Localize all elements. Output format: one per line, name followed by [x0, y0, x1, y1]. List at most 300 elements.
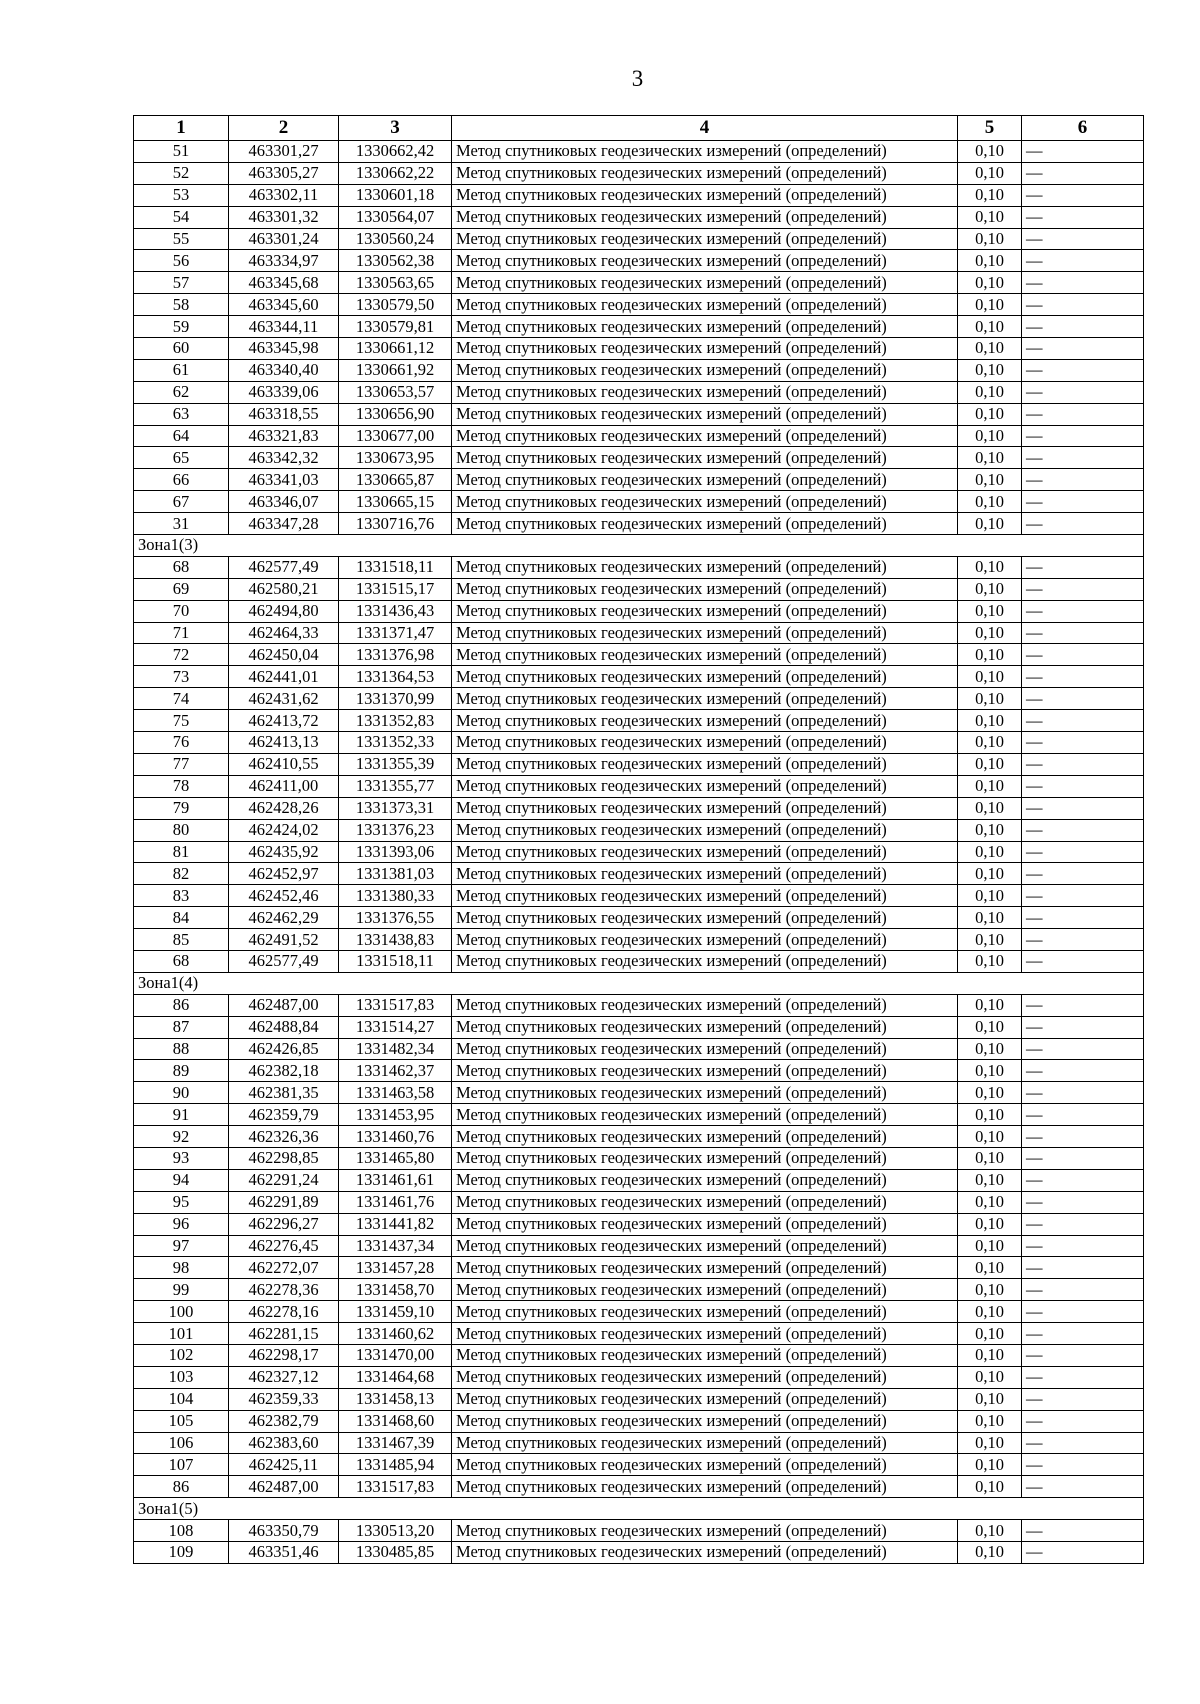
point-number-cell: 52 [134, 162, 229, 184]
table-row [134, 338, 1144, 360]
y-coordinate-cell: 1331470,00 [339, 1344, 452, 1366]
table-row [134, 1104, 1144, 1126]
y-coordinate-cell: 1330562,38 [339, 250, 452, 272]
y-coordinate-cell: 1331461,76 [339, 1191, 452, 1213]
method-cell: Метод спутниковых геодезических измерений (определений) [452, 184, 958, 206]
accuracy-cell: 0,10 [958, 775, 1022, 797]
y-coordinate-cell: 1331376,98 [339, 644, 452, 666]
note-cell: — [1022, 294, 1144, 316]
point-number-cell: 80 [134, 819, 229, 841]
y-coordinate-cell: 1331517,83 [339, 994, 452, 1016]
point-number-cell: 93 [134, 1147, 229, 1169]
y-coordinate-cell: 1331355,39 [339, 753, 452, 775]
y-coordinate-cell: 1331373,31 [339, 797, 452, 819]
accuracy-cell: 0,10 [958, 1476, 1022, 1498]
y-coordinate-cell: 1331465,80 [339, 1147, 452, 1169]
note-cell: — [1022, 359, 1144, 381]
method-cell: Метод спутниковых геодезических измерений (определений) [452, 688, 958, 710]
note-cell: — [1022, 1147, 1144, 1169]
y-coordinate-cell: 1331437,34 [339, 1235, 452, 1257]
x-coordinate-cell: 463305,27 [229, 162, 339, 184]
accuracy-cell: 0,10 [958, 316, 1022, 338]
method-cell: Метод спутниковых геодезических измерений (определений) [452, 425, 958, 447]
x-coordinate-cell: 463345,60 [229, 294, 339, 316]
y-coordinate-cell: 1331517,83 [339, 1476, 452, 1498]
x-coordinate-cell: 462278,16 [229, 1301, 339, 1323]
note-cell: — [1022, 1542, 1144, 1564]
point-number-cell: 61 [134, 359, 229, 381]
x-coordinate-cell: 463344,11 [229, 316, 339, 338]
accuracy-cell: 0,10 [958, 732, 1022, 754]
y-coordinate-cell: 1331468,60 [339, 1410, 452, 1432]
note-cell: — [1022, 491, 1144, 513]
point-number-cell: 97 [134, 1235, 229, 1257]
note-cell: — [1022, 732, 1144, 754]
accuracy-cell: 0,10 [958, 1016, 1022, 1038]
table-row [134, 162, 1144, 184]
note-cell: — [1022, 381, 1144, 403]
x-coordinate-cell: 462411,00 [229, 775, 339, 797]
point-number-cell: 100 [134, 1301, 229, 1323]
method-cell: Метод спутниковых геодезических измерений (определений) [452, 359, 958, 381]
y-coordinate-cell: 1331458,13 [339, 1388, 452, 1410]
note-cell: — [1022, 556, 1144, 578]
method-cell: Метод спутниковых геодезических измерений (определений) [452, 1169, 958, 1191]
method-cell: Метод спутниковых геодезических измерений (определений) [452, 1432, 958, 1454]
method-cell: Метод спутниковых геодезических измерений (определений) [452, 250, 958, 272]
table-row [134, 1126, 1144, 1148]
point-number-cell: 64 [134, 425, 229, 447]
x-coordinate-cell: 462426,85 [229, 1038, 339, 1060]
note-cell: — [1022, 425, 1144, 447]
point-number-cell: 96 [134, 1213, 229, 1235]
point-number-cell: 82 [134, 863, 229, 885]
x-coordinate-cell: 462488,84 [229, 1016, 339, 1038]
x-coordinate-cell: 462487,00 [229, 994, 339, 1016]
accuracy-cell: 0,10 [958, 556, 1022, 578]
y-coordinate-cell: 1331380,33 [339, 885, 452, 907]
table-row [134, 469, 1144, 491]
method-cell: Метод спутниковых геодезических измерений (определений) [452, 578, 958, 600]
point-number-cell: 31 [134, 513, 229, 535]
table-row [134, 688, 1144, 710]
table-row [134, 841, 1144, 863]
point-number-cell: 86 [134, 994, 229, 1016]
point-number-cell: 87 [134, 1016, 229, 1038]
accuracy-cell: 0,10 [958, 994, 1022, 1016]
table-row [134, 819, 1144, 841]
y-coordinate-cell: 1330662,22 [339, 162, 452, 184]
table-row [134, 206, 1144, 228]
accuracy-cell: 0,10 [958, 929, 1022, 951]
table-row [134, 1410, 1144, 1432]
point-number-cell: 84 [134, 907, 229, 929]
note-cell: — [1022, 929, 1144, 951]
note-cell: — [1022, 1279, 1144, 1301]
x-coordinate-cell: 463346,07 [229, 491, 339, 513]
x-coordinate-cell: 462296,27 [229, 1213, 339, 1235]
method-cell: Метод спутниковых геодезических измерений (определений) [452, 666, 958, 688]
note-cell: — [1022, 1169, 1144, 1191]
y-coordinate-cell: 1330665,87 [339, 469, 452, 491]
method-cell: Метод спутниковых геодезических измерений (определений) [452, 929, 958, 951]
x-coordinate-cell: 463318,55 [229, 403, 339, 425]
table-row [134, 578, 1144, 600]
y-coordinate-cell: 1330579,50 [339, 294, 452, 316]
point-number-cell: 101 [134, 1323, 229, 1345]
accuracy-cell: 0,10 [958, 1366, 1022, 1388]
x-coordinate-cell: 462413,72 [229, 710, 339, 732]
zone-row [134, 1498, 1144, 1520]
accuracy-cell: 0,10 [958, 797, 1022, 819]
table-row [134, 1520, 1144, 1542]
table-row [134, 753, 1144, 775]
note-cell: — [1022, 272, 1144, 294]
point-number-cell: 63 [134, 403, 229, 425]
x-coordinate-cell: 463334,97 [229, 250, 339, 272]
x-coordinate-cell: 462291,24 [229, 1169, 339, 1191]
note-cell: — [1022, 578, 1144, 600]
accuracy-cell: 0,10 [958, 184, 1022, 206]
x-coordinate-cell: 463301,27 [229, 141, 339, 163]
x-coordinate-cell: 462359,79 [229, 1104, 339, 1126]
x-coordinate-cell: 462431,62 [229, 688, 339, 710]
note-cell: — [1022, 775, 1144, 797]
x-coordinate-cell: 462359,33 [229, 1388, 339, 1410]
accuracy-cell: 0,10 [958, 1147, 1022, 1169]
header-col-6: 6 [1022, 116, 1144, 141]
point-number-cell: 86 [134, 1476, 229, 1498]
table-row [134, 381, 1144, 403]
table-row [134, 732, 1144, 754]
method-cell: Метод спутниковых геодезических измерений (определений) [452, 950, 958, 972]
note-cell: — [1022, 950, 1144, 972]
note-cell: — [1022, 1454, 1144, 1476]
header-col-1: 1 [134, 116, 229, 141]
y-coordinate-cell: 1330563,65 [339, 272, 452, 294]
point-number-cell: 70 [134, 600, 229, 622]
table-row [134, 1235, 1144, 1257]
accuracy-cell: 0,10 [958, 688, 1022, 710]
x-coordinate-cell: 462462,29 [229, 907, 339, 929]
table-row [134, 250, 1144, 272]
accuracy-cell: 0,10 [958, 885, 1022, 907]
table-row [134, 1191, 1144, 1213]
point-number-cell: 68 [134, 950, 229, 972]
accuracy-cell: 0,10 [958, 513, 1022, 535]
accuracy-cell: 0,10 [958, 162, 1022, 184]
method-cell: Метод спутниковых геодезических измерений (определений) [452, 863, 958, 885]
accuracy-cell: 0,10 [958, 228, 1022, 250]
table-row [134, 710, 1144, 732]
y-coordinate-cell: 1331438,83 [339, 929, 452, 951]
method-cell: Метод спутниковых геодезических измерений (определений) [452, 447, 958, 469]
method-cell: Метод спутниковых геодезических измерений (определений) [452, 644, 958, 666]
y-coordinate-cell: 1331364,53 [339, 666, 452, 688]
zone-label: Зона1(3) [134, 535, 1144, 557]
point-number-cell: 109 [134, 1542, 229, 1564]
x-coordinate-cell: 462577,49 [229, 950, 339, 972]
accuracy-cell: 0,10 [958, 1279, 1022, 1301]
y-coordinate-cell: 1331482,34 [339, 1038, 452, 1060]
table-row [134, 294, 1144, 316]
note-cell: — [1022, 338, 1144, 360]
zone-row [134, 972, 1144, 994]
method-cell: Метод спутниковых геодезических измерений (определений) [452, 1388, 958, 1410]
accuracy-cell: 0,10 [958, 753, 1022, 775]
point-number-cell: 66 [134, 469, 229, 491]
x-coordinate-cell: 463339,06 [229, 381, 339, 403]
zone-label: Зона1(4) [134, 972, 1144, 994]
accuracy-cell: 0,10 [958, 578, 1022, 600]
x-coordinate-cell: 462383,60 [229, 1432, 339, 1454]
table-row [134, 1344, 1144, 1366]
accuracy-cell: 0,10 [958, 141, 1022, 163]
x-coordinate-cell: 462298,17 [229, 1344, 339, 1366]
y-coordinate-cell: 1330662,42 [339, 141, 452, 163]
header-col-4: 4 [452, 116, 958, 141]
x-coordinate-cell: 463302,11 [229, 184, 339, 206]
coordinates-table [133, 115, 1144, 1564]
note-cell: — [1022, 1235, 1144, 1257]
method-cell: Метод спутниковых геодезических измерений (определений) [452, 753, 958, 775]
y-coordinate-cell: 1330653,57 [339, 381, 452, 403]
table-header-row [134, 116, 1144, 141]
header-col-5: 5 [958, 116, 1022, 141]
x-coordinate-cell: 463301,24 [229, 228, 339, 250]
note-cell: — [1022, 316, 1144, 338]
x-coordinate-cell: 462464,33 [229, 622, 339, 644]
table-row [134, 1016, 1144, 1038]
accuracy-cell: 0,10 [958, 491, 1022, 513]
accuracy-cell: 0,10 [958, 359, 1022, 381]
point-number-cell: 105 [134, 1410, 229, 1432]
zone-row [134, 535, 1144, 557]
table-row [134, 775, 1144, 797]
note-cell: — [1022, 622, 1144, 644]
accuracy-cell: 0,10 [958, 819, 1022, 841]
y-coordinate-cell: 1330661,92 [339, 359, 452, 381]
note-cell: — [1022, 1476, 1144, 1498]
point-number-cell: 53 [134, 184, 229, 206]
table-row [134, 1257, 1144, 1279]
method-cell: Метод спутниковых геодезических измерений (определений) [452, 600, 958, 622]
method-cell: Метод спутниковых геодезических измерений (определений) [452, 228, 958, 250]
method-cell: Метод спутниковых геодезических измерений (определений) [452, 1213, 958, 1235]
point-number-cell: 54 [134, 206, 229, 228]
accuracy-cell: 0,10 [958, 1169, 1022, 1191]
accuracy-cell: 0,10 [958, 206, 1022, 228]
accuracy-cell: 0,10 [958, 841, 1022, 863]
point-number-cell: 72 [134, 644, 229, 666]
y-coordinate-cell: 1330579,81 [339, 316, 452, 338]
point-number-cell: 94 [134, 1169, 229, 1191]
x-coordinate-cell: 463347,28 [229, 513, 339, 535]
x-coordinate-cell: 462272,07 [229, 1257, 339, 1279]
method-cell: Метод спутниковых геодезических измерений (определений) [452, 1344, 958, 1366]
table-row [134, 1147, 1144, 1169]
x-coordinate-cell: 463345,98 [229, 338, 339, 360]
x-coordinate-cell: 462424,02 [229, 819, 339, 841]
table-row [134, 272, 1144, 294]
accuracy-cell: 0,10 [958, 381, 1022, 403]
point-number-cell: 51 [134, 141, 229, 163]
note-cell: — [1022, 403, 1144, 425]
y-coordinate-cell: 1330513,20 [339, 1520, 452, 1542]
accuracy-cell: 0,10 [958, 1432, 1022, 1454]
note-cell: — [1022, 1126, 1144, 1148]
table-row [134, 447, 1144, 469]
method-cell: Метод спутниковых геодезических измерений (определений) [452, 775, 958, 797]
x-coordinate-cell: 462278,36 [229, 1279, 339, 1301]
x-coordinate-cell: 462494,80 [229, 600, 339, 622]
accuracy-cell: 0,10 [958, 1301, 1022, 1323]
note-cell: — [1022, 141, 1144, 163]
point-number-cell: 106 [134, 1432, 229, 1454]
y-coordinate-cell: 1330656,90 [339, 403, 452, 425]
table-row [134, 1542, 1144, 1564]
zone-label: Зона1(5) [134, 1498, 1144, 1520]
point-number-cell: 55 [134, 228, 229, 250]
note-cell: — [1022, 1082, 1144, 1104]
accuracy-cell: 0,10 [958, 622, 1022, 644]
accuracy-cell: 0,10 [958, 907, 1022, 929]
method-cell: Метод спутниковых геодезических измерений (определений) [452, 294, 958, 316]
table-row [134, 797, 1144, 819]
method-cell: Метод спутниковых геодезических измерений (определений) [452, 732, 958, 754]
x-coordinate-cell: 462382,18 [229, 1060, 339, 1082]
accuracy-cell: 0,10 [958, 1520, 1022, 1542]
accuracy-cell: 0,10 [958, 1126, 1022, 1148]
note-cell: — [1022, 1366, 1144, 1388]
note-cell: — [1022, 447, 1144, 469]
note-cell: — [1022, 907, 1144, 929]
point-number-cell: 77 [134, 753, 229, 775]
x-coordinate-cell: 462491,52 [229, 929, 339, 951]
accuracy-cell: 0,10 [958, 1454, 1022, 1476]
method-cell: Метод спутниковых геодезических измерений (определений) [452, 819, 958, 841]
point-number-cell: 108 [134, 1520, 229, 1542]
method-cell: Метод спутниковых геодезических измерений (определений) [452, 513, 958, 535]
y-coordinate-cell: 1331463,58 [339, 1082, 452, 1104]
x-coordinate-cell: 462580,21 [229, 578, 339, 600]
table-row [134, 666, 1144, 688]
method-cell: Метод спутниковых геодезических измерений (определений) [452, 1038, 958, 1060]
note-cell: — [1022, 1323, 1144, 1345]
table-row [134, 863, 1144, 885]
table-row [134, 1432, 1144, 1454]
table-row [134, 1366, 1144, 1388]
y-coordinate-cell: 1331436,43 [339, 600, 452, 622]
x-coordinate-cell: 463340,40 [229, 359, 339, 381]
y-coordinate-cell: 1331370,99 [339, 688, 452, 710]
method-cell: Метод спутниковых геодезических измерений (определений) [452, 1542, 958, 1564]
y-coordinate-cell: 1330665,15 [339, 491, 452, 513]
point-number-cell: 57 [134, 272, 229, 294]
table-row [134, 228, 1144, 250]
table-row [134, 184, 1144, 206]
note-cell: — [1022, 228, 1144, 250]
accuracy-cell: 0,10 [958, 710, 1022, 732]
y-coordinate-cell: 1330677,00 [339, 425, 452, 447]
accuracy-cell: 0,10 [958, 1060, 1022, 1082]
method-cell: Метод спутниковых геодезических измерений (определений) [452, 491, 958, 513]
point-number-cell: 74 [134, 688, 229, 710]
note-cell: — [1022, 688, 1144, 710]
note-cell: — [1022, 513, 1144, 535]
point-number-cell: 60 [134, 338, 229, 360]
x-coordinate-cell: 462413,13 [229, 732, 339, 754]
method-cell: Метод спутниковых геодезических измерений (определений) [452, 1126, 958, 1148]
y-coordinate-cell: 1331376,55 [339, 907, 452, 929]
note-cell: — [1022, 710, 1144, 732]
method-cell: Метод спутниковых геодезических измерений (определений) [452, 1104, 958, 1126]
point-number-cell: 59 [134, 316, 229, 338]
note-cell: — [1022, 184, 1144, 206]
table-row [134, 950, 1144, 972]
y-coordinate-cell: 1331381,03 [339, 863, 452, 885]
accuracy-cell: 0,10 [958, 1235, 1022, 1257]
note-cell: — [1022, 1520, 1144, 1542]
y-coordinate-cell: 1331376,23 [339, 819, 452, 841]
point-number-cell: 68 [134, 556, 229, 578]
accuracy-cell: 0,10 [958, 425, 1022, 447]
note-cell: — [1022, 797, 1144, 819]
y-coordinate-cell: 1331518,11 [339, 950, 452, 972]
table-row [134, 1454, 1144, 1476]
accuracy-cell: 0,10 [958, 403, 1022, 425]
note-cell: — [1022, 994, 1144, 1016]
method-cell: Метод спутниковых геодезических измерений (определений) [452, 162, 958, 184]
note-cell: — [1022, 250, 1144, 272]
method-cell: Метод спутниковых геодезических измерений (определений) [452, 1191, 958, 1213]
y-coordinate-cell: 1331462,37 [339, 1060, 452, 1082]
point-number-cell: 107 [134, 1454, 229, 1476]
method-cell: Метод спутниковых геодезических измерений (определений) [452, 1060, 958, 1082]
method-cell: Метод спутниковых геодезических измерений (определений) [452, 1016, 958, 1038]
point-number-cell: 88 [134, 1038, 229, 1060]
header-col-3: 3 [339, 116, 452, 141]
table-row [134, 885, 1144, 907]
header-col-2: 2 [229, 116, 339, 141]
note-cell: — [1022, 162, 1144, 184]
table-row [134, 907, 1144, 929]
accuracy-cell: 0,10 [958, 338, 1022, 360]
table-row [134, 1169, 1144, 1191]
table-row [134, 1301, 1144, 1323]
method-cell: Метод спутниковых геодезических измерений (определений) [452, 381, 958, 403]
method-cell: Метод спутниковых геодезических измерений (определений) [452, 907, 958, 929]
note-cell: — [1022, 819, 1144, 841]
x-coordinate-cell: 463345,68 [229, 272, 339, 294]
y-coordinate-cell: 1331515,17 [339, 578, 452, 600]
accuracy-cell: 0,10 [958, 1082, 1022, 1104]
accuracy-cell: 0,10 [958, 1410, 1022, 1432]
point-number-cell: 103 [134, 1366, 229, 1388]
note-cell: — [1022, 1410, 1144, 1432]
method-cell: Метод спутниковых геодезических измерений (определений) [452, 1520, 958, 1542]
table-row [134, 622, 1144, 644]
x-coordinate-cell: 462326,36 [229, 1126, 339, 1148]
accuracy-cell: 0,10 [958, 666, 1022, 688]
accuracy-cell: 0,10 [958, 1038, 1022, 1060]
point-number-cell: 78 [134, 775, 229, 797]
y-coordinate-cell: 1331393,06 [339, 841, 452, 863]
y-coordinate-cell: 1331514,27 [339, 1016, 452, 1038]
method-cell: Метод спутниковых геодезических измерений (определений) [452, 1235, 958, 1257]
point-number-cell: 99 [134, 1279, 229, 1301]
point-number-cell: 71 [134, 622, 229, 644]
